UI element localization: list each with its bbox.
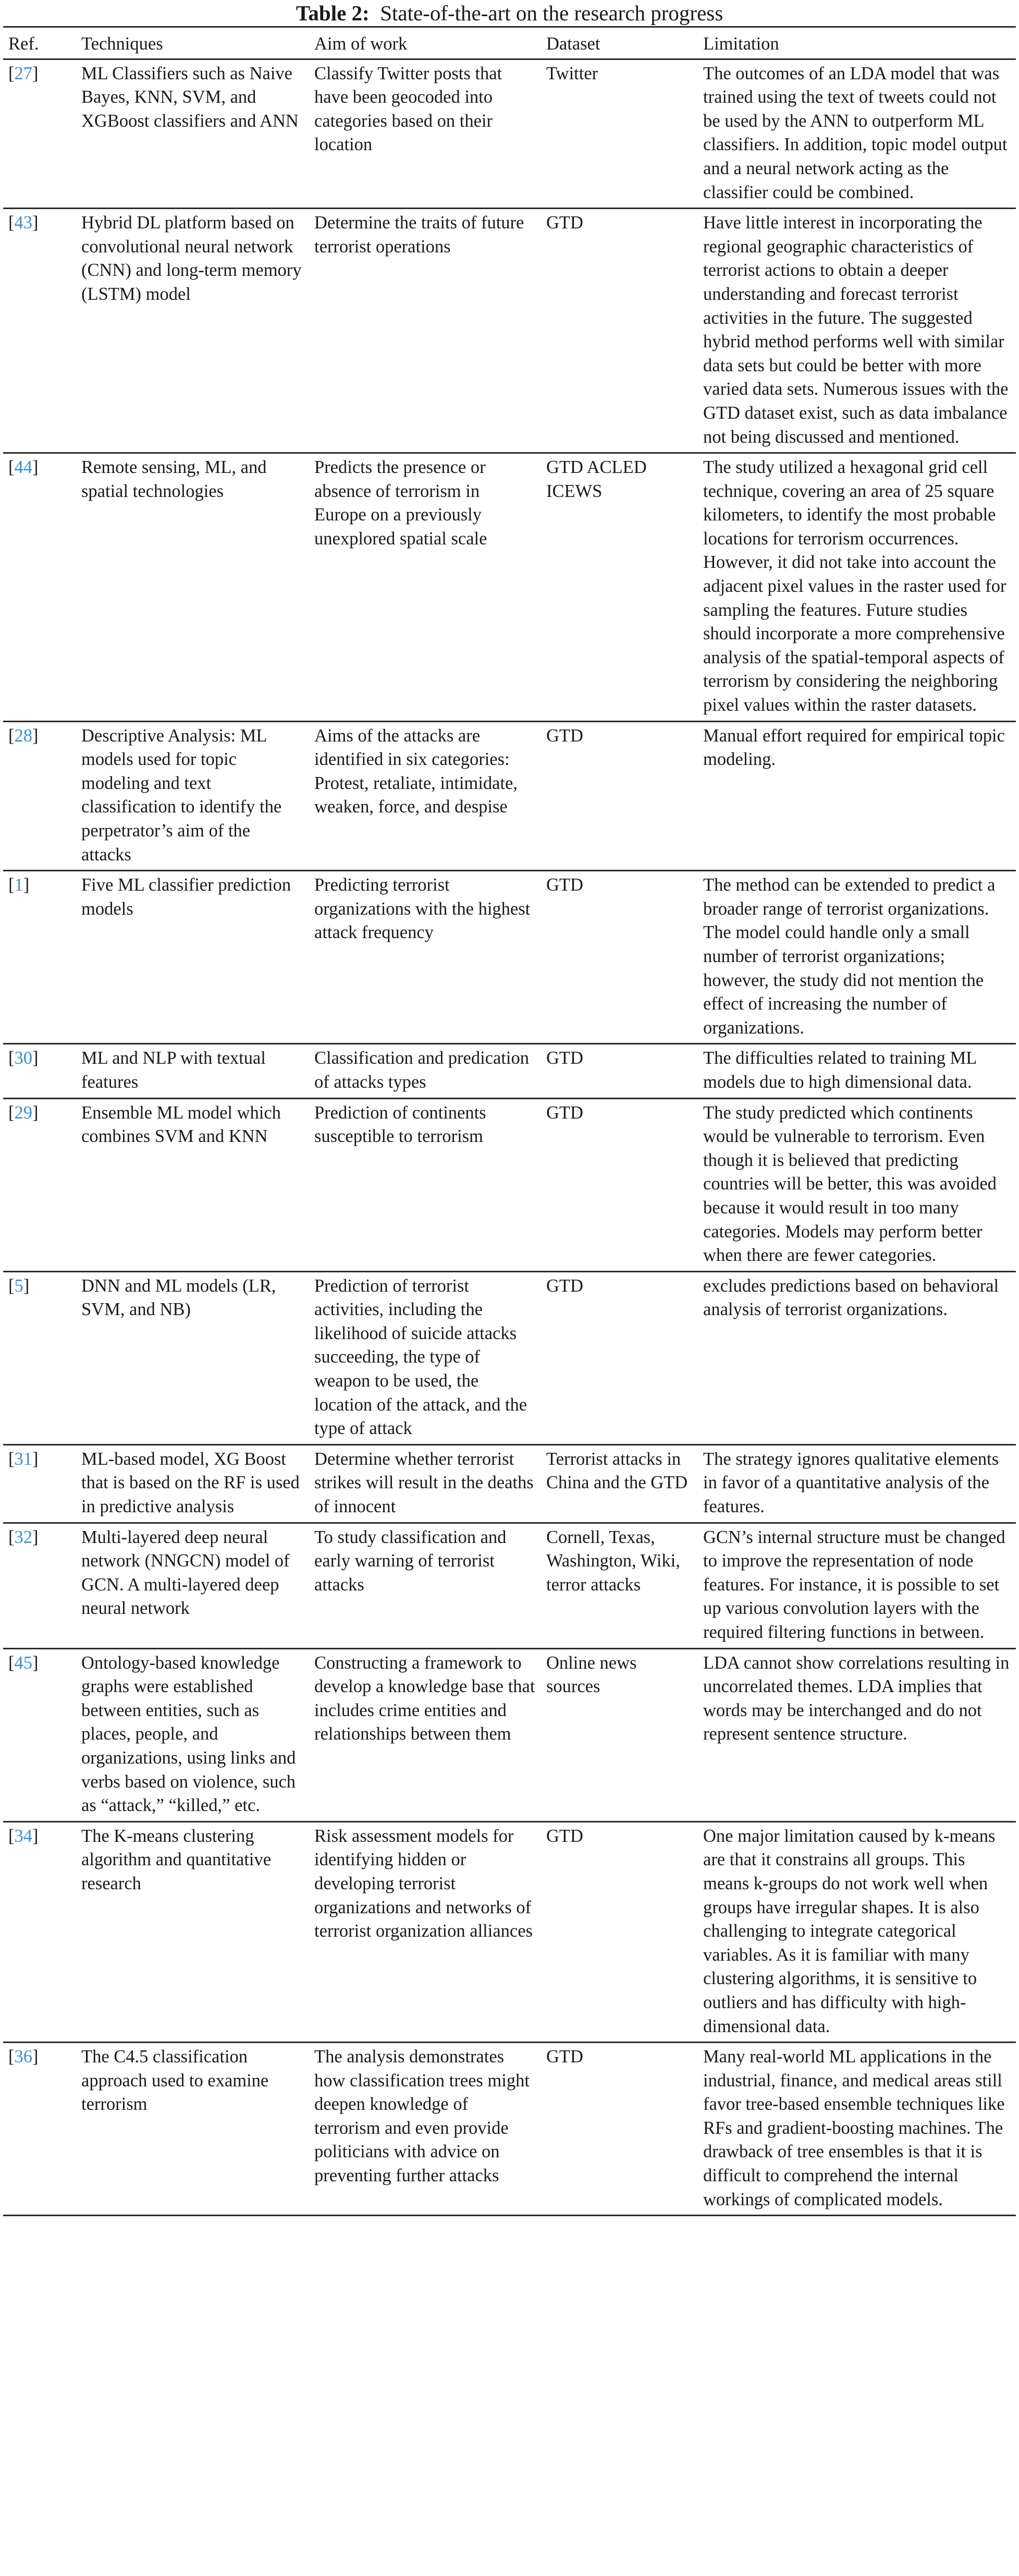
ref-cell: [31] bbox=[8, 1449, 39, 1469]
aim-cell: Constructing a framework to develop a knowledge base that includes crime entities and relationships between them bbox=[314, 1652, 535, 1744]
limitation-cell: LDA cannot show correlations resulting in uncorrelated themes. LDA implies that words may be interchanged and do not represent sentence structure. bbox=[703, 1652, 1010, 1744]
technique-cell: ML-based model, XG Boost that is based on the RF is used in predictive analysis bbox=[81, 1449, 300, 1517]
technique-cell: Ensemble ML model which combines SVM and KNN bbox=[81, 1102, 281, 1147]
citation-link[interactable]: 34 bbox=[14, 1826, 32, 1846]
citation-link[interactable]: 30 bbox=[14, 1048, 32, 1068]
technique-cell: DNN and ML models (LR, SVM, and NB) bbox=[81, 1275, 276, 1320]
ref-cell: [36] bbox=[8, 2047, 39, 2067]
table-row bbox=[3, 1444, 1016, 1523]
citation-link[interactable]: 5 bbox=[14, 1275, 23, 1296]
aim-cell: Predicts the presence or absence of terrorism in Europe on a previously unexplored spatial scale bbox=[314, 457, 487, 549]
table-header-row bbox=[3, 27, 1016, 59]
header-techniques: Techniques bbox=[81, 34, 163, 54]
ref-cell: [29] bbox=[8, 1102, 39, 1123]
dataset-cell: GTD bbox=[546, 2047, 583, 2067]
citation-link[interactable]: 45 bbox=[14, 1652, 32, 1673]
limitation-cell: The strategy ignores qualitative elements in favor of a quantitative analysis of the features. bbox=[703, 1449, 999, 1517]
dataset-cell: Online news sources bbox=[546, 1652, 637, 1697]
citation-link[interactable]: 43 bbox=[14, 213, 32, 233]
aim-cell: Classification and predication of attacks types bbox=[314, 1048, 529, 1092]
dataset-cell: GTD bbox=[546, 1102, 583, 1123]
limitation-cell: The difficulties related to training ML models due to high dimensional data. bbox=[703, 1048, 977, 1092]
aim-cell: Aims of the attacks are identified in six categories: Protest, retaliate, intimidate, weaken, force, and despise bbox=[314, 725, 518, 817]
table-row bbox=[3, 1271, 1016, 1444]
ref-cell: [30] bbox=[8, 1048, 39, 1068]
aim-cell: Risk assessment models for identifying hidden or developing terrorist organizations and networks of terrorist organization alliances bbox=[314, 1826, 533, 1941]
header-limitation: Limitation bbox=[703, 34, 779, 54]
ref-cell: [5] bbox=[8, 1275, 30, 1296]
limitation-cell: Manual effort required for empirical topic modeling. bbox=[703, 725, 1005, 770]
table-caption bbox=[3, 0, 1016, 26]
citation-link[interactable]: 44 bbox=[14, 457, 32, 478]
technique-cell: Ontology-based knowledge graphs were established between entities, such as places, people, and organizations, using links and verbs based on violence, such as “attack,” “killed,” etc. bbox=[81, 1652, 296, 1816]
table-row bbox=[3, 721, 1016, 871]
technique-cell: Five ML classifier prediction models bbox=[81, 875, 291, 919]
citation-link[interactable]: 31 bbox=[14, 1449, 32, 1469]
technique-cell: ML and NLP with textual features bbox=[81, 1048, 266, 1092]
dataset-cell: GTD ACLED ICEWS bbox=[546, 457, 647, 501]
citation-link[interactable]: 32 bbox=[14, 1527, 32, 1547]
citation-link[interactable]: 28 bbox=[14, 725, 32, 746]
aim-cell: Prediction of continents susceptible to terrorism bbox=[314, 1102, 486, 1147]
ref-cell: [34] bbox=[8, 1826, 39, 1846]
aim-cell: The analysis demonstrates how classification trees might deepen knowledge of terrorism and even provide politicians with advice on preventing further attacks bbox=[314, 2047, 530, 2186]
table-row bbox=[3, 59, 1016, 209]
dataset-cell: Terrorist attacks in China and the GTD bbox=[546, 1449, 688, 1493]
aim-cell: Determine whether terrorist strikes will result in the deaths of innocent bbox=[314, 1449, 534, 1517]
ref-cell: [28] bbox=[8, 725, 39, 746]
dataset-cell: GTD bbox=[546, 725, 583, 746]
dataset-cell: Twitter bbox=[546, 63, 598, 83]
citation-link[interactable]: 29 bbox=[14, 1102, 32, 1123]
aim-cell: Prediction of terrorist activities, including the likelihood of suicide attacks succeeding, the type of weapon to be used, the location of the attack, and the type of attack bbox=[314, 1275, 527, 1439]
limitation-cell: The method can be extended to predict a broader range of terrorist organizations. The model could handle only a small number of terrorist organizations; however, the study did not mention the effect of increasing the number of organizations. bbox=[703, 875, 996, 1038]
table-caption-title: State-of-the-art on the research progress bbox=[380, 1, 723, 25]
dataset-cell: GTD bbox=[546, 213, 583, 233]
table-caption-label: Table 2: bbox=[296, 1, 370, 25]
dataset-cell: GTD bbox=[546, 875, 583, 895]
table-row bbox=[3, 1821, 1016, 2042]
limitation-cell: excludes predictions based on behavioral analysis of terrorist organizations. bbox=[703, 1275, 999, 1320]
table-row bbox=[3, 1098, 1016, 1271]
dataset-cell: GTD bbox=[546, 1048, 583, 1068]
ref-cell: [44] bbox=[8, 457, 39, 478]
dataset-cell: GTD bbox=[546, 1826, 583, 1846]
ref-cell: [32] bbox=[8, 1527, 39, 1547]
limitation-cell: The outcomes of an LDA model that was trained using the text of tweets could not be used by the ANN to outperform ML classifiers. In addition, topic model output and a neural network acting as the classifier could be combined. bbox=[703, 63, 1008, 202]
dataset-cell: Cornell, Texas, Washington, Wiki, terror attacks bbox=[546, 1527, 680, 1595]
ref-cell: [1] bbox=[8, 875, 30, 895]
aim-cell: Predicting terrorist organizations with the highest attack frequency bbox=[314, 875, 531, 943]
table-row bbox=[3, 871, 1016, 1044]
table-row bbox=[3, 209, 1016, 453]
header-aim-of-work: Aim of work bbox=[314, 34, 408, 54]
technique-cell: The K-means clustering algorithm and quantitative research bbox=[81, 1826, 272, 1893]
limitation-cell: Have little interest in incorporating the regional geographic characteristics of terrorist actions to obtain a deeper understanding and forecast terrorist activities in the future. The suggested hybrid method performs well with similar data sets but could be better with more varied data sets. Numerous issues with the GTD dataset exist, such as data imbalance not being discussed and mentioned. bbox=[703, 213, 1009, 447]
table-row bbox=[3, 1044, 1016, 1098]
technique-cell: The C4.5 classification approach used to examine terrorism bbox=[81, 2047, 269, 2115]
citation-link[interactable]: 36 bbox=[14, 2047, 32, 2067]
aim-cell: Determine the traits of future terrorist operations bbox=[314, 213, 524, 257]
ref-cell: [43] bbox=[8, 213, 39, 233]
technique-cell: Hybrid DL platform based on convolutional neural network (CNN) and long-term memory (LSTM) model bbox=[81, 213, 302, 304]
limitation-cell: One major limitation caused by k-means are that it constrains all groups. This means k-groups do not work well when groups have irregular shapes. It is also challenging to integrate categorical variables. As it is familiar with many clustering algorithms, it is sensitive to outliers and has difficulty with high-dimensional data. bbox=[703, 1826, 996, 2036]
technique-cell: Descriptive Analysis: ML models used for topic modeling and text classification to identify the perpetrator’s aim of the attacks bbox=[81, 725, 282, 865]
ref-cell: [27] bbox=[8, 63, 39, 83]
ref-cell: [45] bbox=[8, 1652, 39, 1673]
limitation-cell: Many real-world ML applications in the industrial, finance, and medical areas still favor tree-based ensemble techniques like RFs and gradient-boosting machines. The drawback of tree ensembles is that it is difficult to comprehend the internal workings of complicated models. bbox=[703, 2047, 1005, 2209]
table-row bbox=[3, 1523, 1016, 1648]
table-row bbox=[3, 453, 1016, 722]
citation-link[interactable]: 27 bbox=[14, 63, 32, 83]
limitation-cell: GCN’s internal structure must be changed to improve the representation of node features. For instance, it is possible to set up various convolution layers with the required filtering functions in between. bbox=[703, 1527, 1005, 1642]
table-row bbox=[3, 1648, 1016, 1821]
header-dataset: Dataset bbox=[546, 34, 600, 54]
limitation-cell: The study predicted which continents would be vulnerable to terrorism. Even though it is believed that predicting countries will be better, this was avoided because it would result in too many categories. Models may perform better when there are fewer categories. bbox=[703, 1102, 997, 1266]
aim-cell: To study classification and early warning of terrorist attacks bbox=[314, 1527, 507, 1595]
technique-cell: Multi-layered deep neural network (NNGCN) model of GCN. A multi-layered deep neural network bbox=[81, 1527, 290, 1619]
research-progress-table bbox=[3, 26, 1016, 2216]
table-body bbox=[3, 59, 1016, 2216]
limitation-cell: The study utilized a hexagonal grid cell technique, covering an area of 25 square kilometers, to identify the most probable locations for terrorism occurrences. However, it did not take into account the adjacent pixel values in the raster used for sampling the features. Future studies should incorporate a more comprehensive analysis of the spatial-temporal aspects of terrorism by considering the neighboring pixel values within the raster datasets. bbox=[703, 457, 1006, 715]
aim-cell: Classify Twitter posts that have been geocoded into categories based on their location bbox=[314, 63, 502, 155]
dataset-cell: GTD bbox=[546, 1275, 583, 1296]
technique-cell: Remote sensing, ML, and spatial technologies bbox=[81, 457, 267, 501]
table-row bbox=[3, 2043, 1016, 2216]
header-ref: Ref. bbox=[8, 34, 39, 54]
citation-link[interactable]: 1 bbox=[14, 875, 23, 895]
technique-cell: ML Classifiers such as Naive Bayes, KNN, SVM, and XGBoost classifiers and ANN bbox=[81, 63, 299, 131]
